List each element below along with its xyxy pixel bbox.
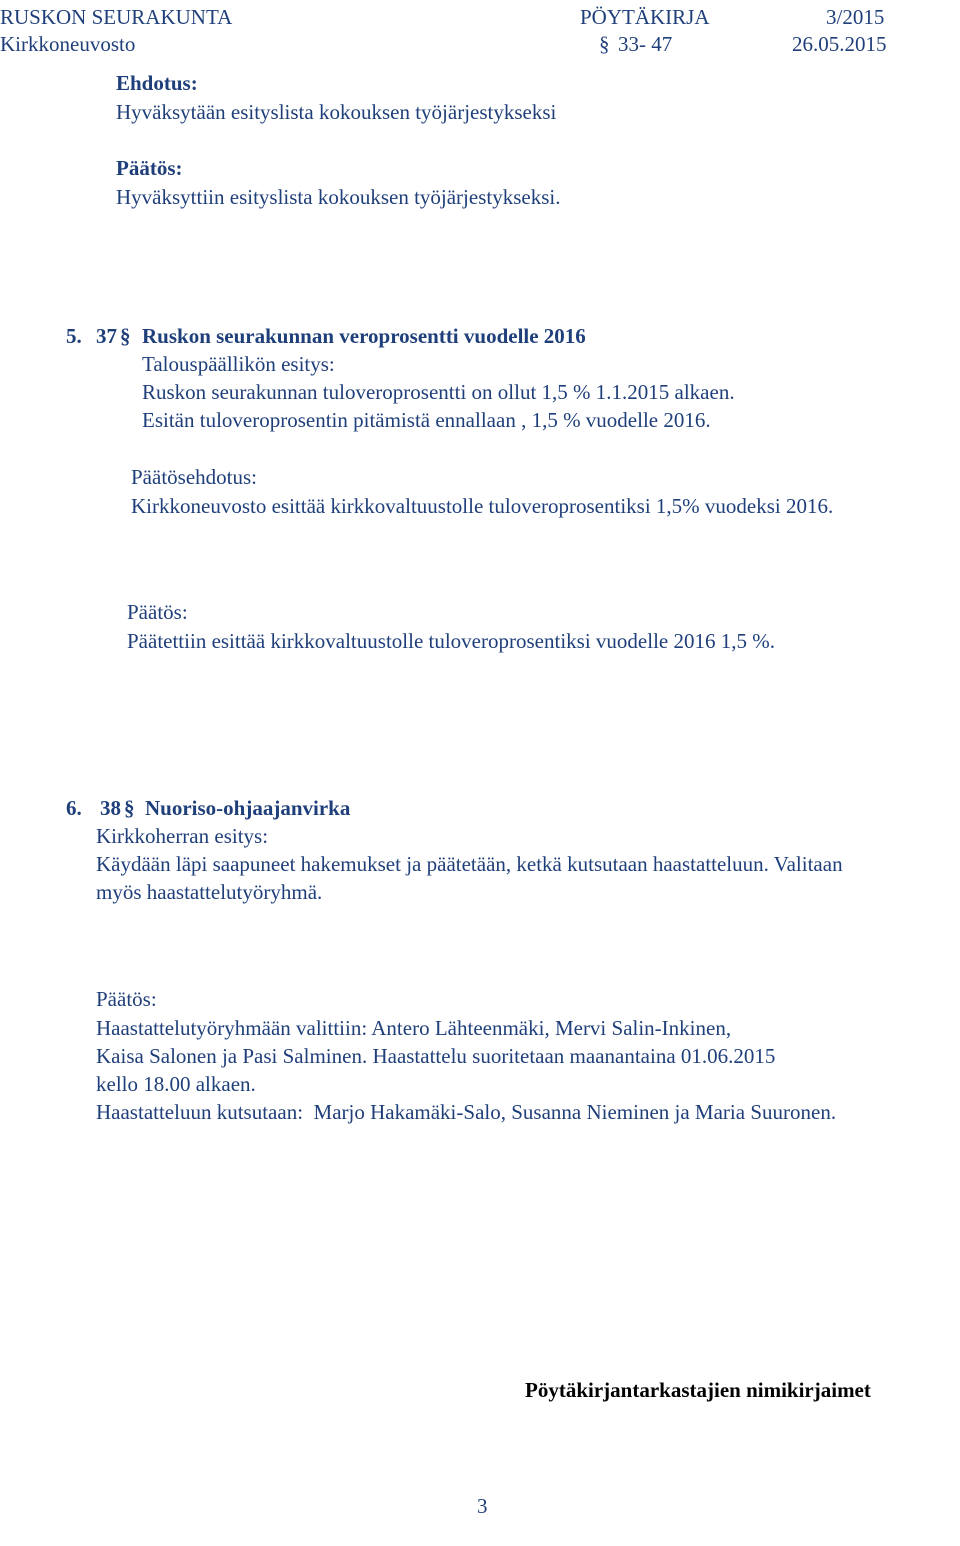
section-mark: § — [120, 324, 131, 348]
body-line-1: Käydään läpi saapuneet hakemukset ja päätetään, ketkä kutsutaan haastatteluun. Valitaan — [96, 852, 843, 876]
decision-line-4: Haastatteluun kutsutaan: Marjo Hakamäki-Salo, Susanna Nieminen ja Maria Suuronen. — [96, 1100, 837, 1124]
page-number: 3 — [477, 1494, 488, 1518]
header-doc-number: 3/2015 — [826, 5, 885, 29]
item-title: Ruskon seurakunnan veroprosentti vuodelle 2016 — [142, 324, 586, 348]
draft-text: Kirkkoneuvosto esittää kirkkovaltuustolle tuloveroprosentiksi 1,5% vuodeksi 2016. — [131, 494, 834, 518]
header-doc-type: PÖYTÄKIRJA — [580, 5, 710, 29]
decision-label: Päätös: — [116, 156, 183, 180]
draft-label: Päätösehdotus: — [131, 465, 257, 489]
decision-label: Päätös: — [127, 600, 188, 624]
header-body: Kirkkoneuvosto — [0, 32, 136, 56]
presenter-label: Talouspäällikön esitys: — [142, 352, 335, 376]
item-title: Nuoriso-ohjaajanvirka — [145, 796, 351, 820]
signatures-label: Pöytäkirjantarkastajien nimikirjaimet — [525, 1378, 871, 1402]
item-number: 6. — [66, 796, 82, 820]
item-number: 5. — [66, 324, 82, 348]
decision-line-1: Haastattelutyöryhmään valittiin: Antero Lähteenmäki, Mervi Salin-Inkinen, — [96, 1016, 732, 1040]
body-line-2: myös haastattelutyöryhmä. — [96, 880, 323, 904]
header-org: RUSKON SEURAKUNTA — [0, 5, 233, 29]
header-date: 26.05.2015 — [792, 32, 887, 56]
presenter-label: Kirkkoherran esitys: — [96, 824, 269, 848]
header-section-range: 33- 47 — [618, 32, 673, 56]
decision-label: Päätös: — [96, 987, 157, 1011]
section-mark: § — [124, 796, 135, 820]
decision-text: Hyväksyttiin esityslista kokouksen työjärjestykseksi. — [116, 185, 561, 209]
header-section-mark: § — [599, 32, 610, 56]
decision-line-3: kello 18.00 alkaen. — [96, 1072, 256, 1096]
body-line-1: Ruskon seurakunnan tuloveroprosentti on ollut 1,5 % 1.1.2015 alkaen. — [142, 380, 735, 404]
decision-text: Päätettiin esittää kirkkovaltuustolle tuloveroprosentiksi vuodelle 2016 1,5 %. — [127, 629, 775, 653]
item-section: 38 — [100, 796, 121, 820]
body-line-2: Esitän tuloveroprosentin pitämistä ennallaan , 1,5 % vuodelle 2016. — [142, 408, 711, 432]
decision-line-2: Kaisa Salonen ja Pasi Salminen. Haastattelu suoritetaan maanantaina 01.06.2015 — [96, 1044, 776, 1068]
item-section: 37 — [96, 324, 117, 348]
proposal-text: Hyväksytään esityslista kokouksen työjärjestykseksi — [116, 100, 557, 124]
proposal-label: Ehdotus: — [116, 71, 198, 95]
